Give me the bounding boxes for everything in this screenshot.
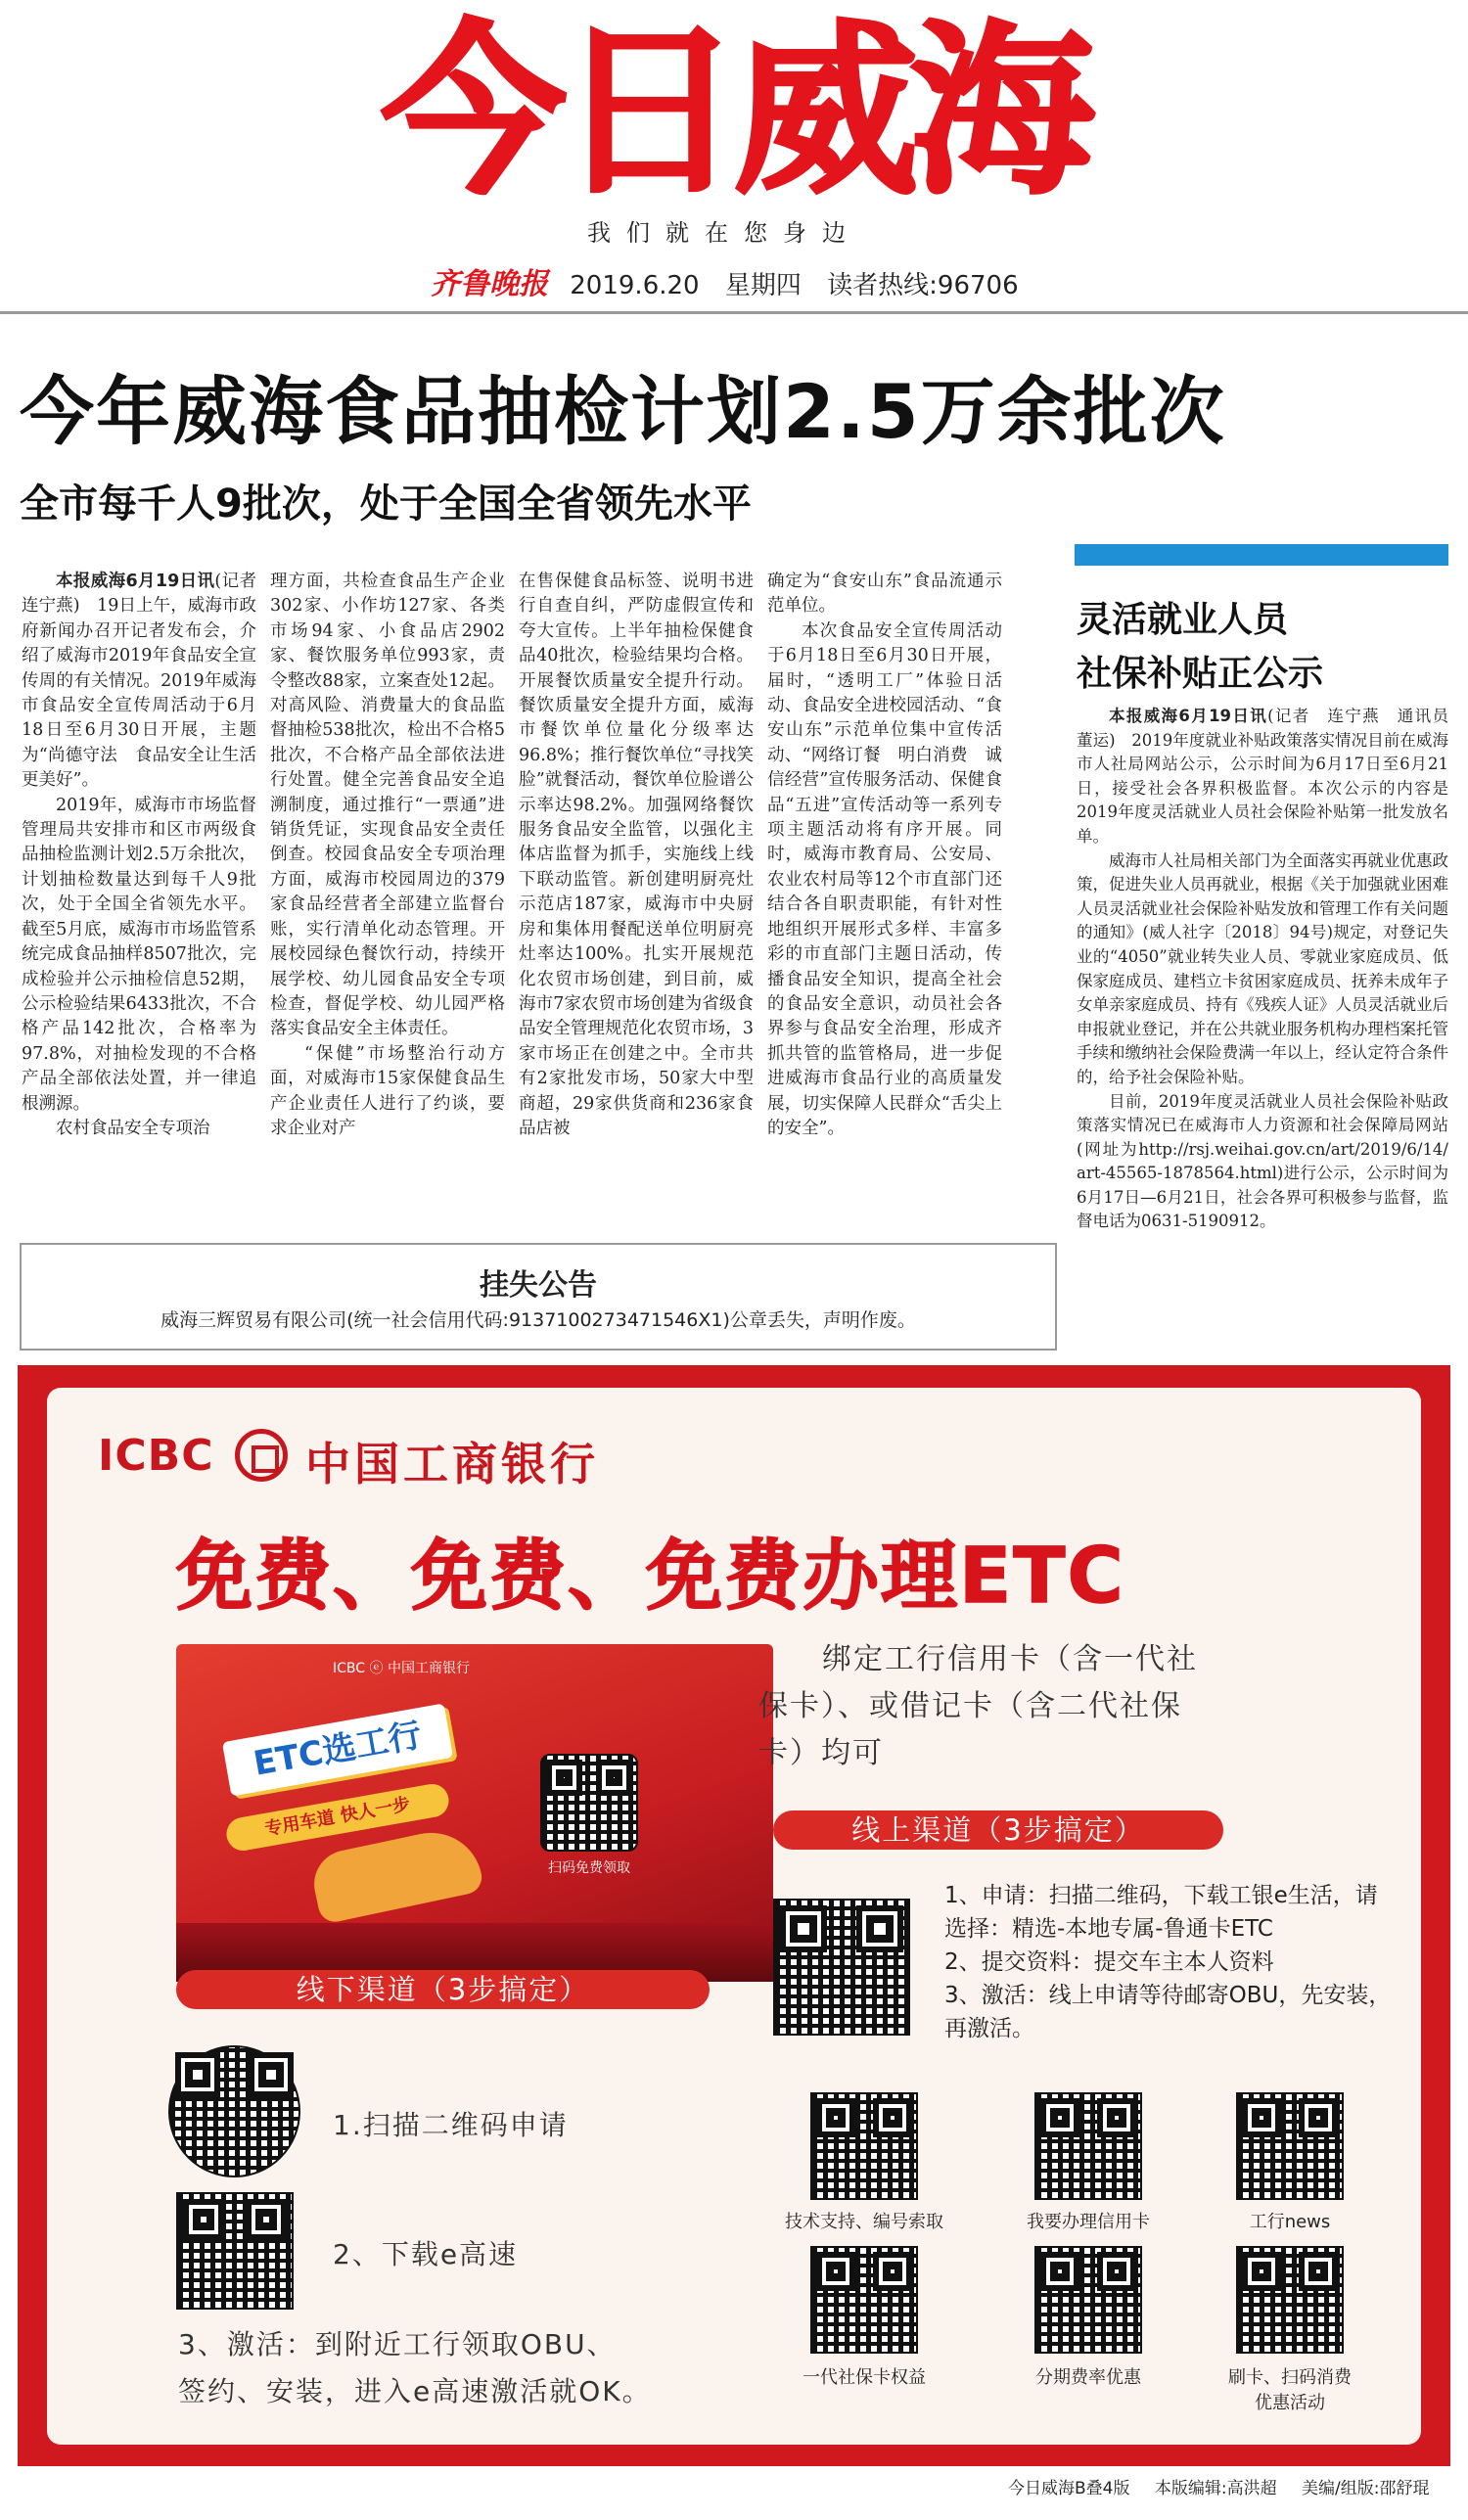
qr-label: 分期费率优惠 (1035, 2367, 1141, 2388)
qr-code-icon (1236, 2246, 1344, 2354)
issue-weekday: 星期四 (724, 271, 802, 300)
article-paragraph: “保健”市场整治行动方面，对威海市15家保健食品生产企业责任人进行了约谈，要求企业对产 (270, 1043, 505, 1138)
ad-bind-line: 卡）均可 (758, 1736, 884, 1770)
masthead-slogan: 我们就在您身边 (587, 219, 861, 247)
article-column-4 (767, 570, 1002, 1215)
qr-code-icon (810, 2092, 918, 2200)
article-lead: 本报威海6月19日讯 (56, 572, 215, 591)
offline-qr-code-icon (168, 2045, 300, 2177)
e-expressway-qr-code-icon (176, 2192, 294, 2310)
article-paragraph: 农村食品安全专项治 (56, 1118, 210, 1138)
qr-label: 一代社保卡权益 (803, 2367, 926, 2388)
article-column-2 (270, 570, 505, 1215)
sidebar-paragraph: (记者 连宁燕 通讯员 董运) 2019年度就业补贴政策落实情况目前在威海市人社局网站公示，公示时间为6月17日至6月21日，接受社会各界积极监督。本次公示的内容是2019年度灵活就业人员社会保险补贴第一批发放名单。 (1077, 707, 1465, 846)
qr-label: 刷卡、扫码消费 (1228, 2367, 1352, 2388)
offline-channel-pill: 线下渠道（3步搞定） (176, 1970, 710, 2009)
icbc-chinese-name: 中国工商银行 (305, 1438, 599, 1490)
online-step: 2、提交资料：提交车主本人资料 (944, 1949, 1274, 1975)
reader-hotline: 读者热线:96706 (827, 271, 1019, 300)
car-icon (308, 1823, 485, 1925)
article-paragraph: 2019年，威海市市场监督管理局共安排市和区市两级食品抽检监测计划2.5万余批次，计划抽检数量达到每千人9批次，处于全国全省领先水平。截至5月底，威海市市场监管系统完成食品抽样8507批次，完成检验并公示抽检信息52期，公示检验结果6433批次，不合格产品142批次，合格率为97.8%，对抽检发现的不合格产品全部依法处置，并一律追根溯源。 (22, 795, 256, 1114)
ad-bind-card-text (758, 1636, 1198, 1777)
online-step: 1、申请：扫描二维码，下载工银e生活，请选择：精选-本地专属-鲁通卡ETC (944, 1883, 1378, 1942)
offline-step-3 (178, 2321, 652, 2415)
page-footer (988, 2474, 1430, 2498)
article-paragraph: 本次食品安全宣传周活动于6月18日至6月30日开展，届时，“透明工厂”体验日活动、食品安全进校园活动、“食安山东”示范单位集中宣传活动、“网络订餐 明白消费 诚信经营”宣传服务活动、保健食品“五进”宣传活动等一系列专项主题活动将有序开展。同时，威海市教育局、公安局、农业农村局等12个市直部门还结合各自职责职能，有针对性地组织开展形式多样、丰富多彩的市直部门主题日活动，传播食品安全知识，提高全社会的食品安全意识，动员社会各界参与食品安全治理，形成齐抓共管的监管格局，进一步促进威海市食品行业的高质量发展，切实保障人民群众“舌尖上的安全”。 (767, 620, 1002, 1138)
offline-step-1: 1.扫描二维码申请 (333, 2109, 569, 2141)
qr-label: 技术支持、编号索取 (785, 2212, 943, 2232)
sidebar-lead: 本报威海6月19日讯 (1109, 707, 1268, 725)
sidebar-paragraph: 威海市人社局相关部门为全面落实再就业优惠政策，促进失业人员再就业，根据《关于加强就业困难人员灵活就业社会保险补贴发放和管理工作有关问题的通知》(威人社字〔2018〕94号)规定，对登记失业的“4050”就业转失业人员、零就业家庭成员、低保家庭成员、建档立卡贫困家庭成员、抚养未成年子女单亲家庭成员、持有《残疾人证》人员灵活就业后申报就业登记，并在公共就业服务机构办理档案托管手续和缴纳社会保险费满一年以上，经认定符合条件的，给予社会保险补贴。 (1077, 850, 1448, 1086)
sidebar-accent-bar (1075, 544, 1448, 566)
dateline (431, 259, 1036, 302)
offline-step-3-line: 签约、安装，进入e高速激活就OK。 (178, 2375, 652, 2407)
ad-headline: 免费、免费、免费办理ETC (176, 1533, 1125, 1621)
masthead-title: 今日威海 (382, 5, 1086, 219)
sidebar-title (1077, 593, 1448, 701)
icbc-wordmark: ICBC (98, 1431, 214, 1481)
banner-qr-code-icon (540, 1754, 638, 1852)
page-number: 今日威海B叠4版 (1008, 2479, 1130, 2498)
article-paragraph: 理方面，共检查食品生产企业302家、小作坊127家、各类市场94家、小食品店2902家、餐饮服务单位993家，责令整改88家，立案查处12起。对高风险、消费量大的食品监督抽检538批次，检出不合格5批次，不合格产品全部依法进行处置。健全完善食品安全追溯制度，通过推行“一票通”进销货凭证，实现食品安全责任倒查。校园食品安全专项治理方面，威海市校园周边的379家食品经营者全部建立监督台账，实行清单化动态管理。开展校园绿色餐饮行动，持续开展学校、幼儿园食品安全专项检查，督促学校、幼儿园严格落实食品安全主体责任。 (270, 572, 505, 1039)
article-column-3 (519, 570, 754, 1215)
qr-code-icon (1034, 2246, 1142, 2354)
issue-date: 2019.6.20 (570, 271, 700, 300)
qr-code-icon (810, 2246, 918, 2354)
online-channel-pill: 线上渠道（3步搞定） (773, 1810, 1223, 1850)
qr-label: 我要办理信用卡 (1027, 2212, 1150, 2232)
etc-promo-banner (176, 1644, 773, 1982)
ad-bind-line: 保卡）、或借记卡（含二代社保 (758, 1689, 1182, 1723)
article-headline: 今年威海食品抽检计划2.5万余批次 (20, 368, 1226, 455)
newspaper-brand: 齐鲁晚报 (431, 267, 548, 301)
page-editor: 本版编辑:高洪超 (1154, 2479, 1277, 2498)
qr-code-icon (1236, 2092, 1344, 2200)
article-subheadline: 全市每千人9批次，处于全国全省领先水平 (20, 481, 752, 527)
masthead-divider (0, 311, 1468, 314)
sidebar-body (1077, 705, 1465, 1331)
qr-label: 优惠活动 (1255, 2393, 1325, 2413)
icbc-logo-icon (235, 1429, 288, 1482)
sidebar-paragraph: 目前，2019年度灵活就业人员社会保险补贴政策落实情况已在威海市人力资源和社会保障局网站(网址为http://rsj.weihai.gov.cn/art/2019/6/14/art-45565-1878564.html)进行公示，公示时间为6月17日—6月21日，社会各界可积极参与监督，监督电话为0631-5190912。 (1077, 1091, 1448, 1231)
qr-label: 工行news (1249, 2212, 1331, 2232)
offline-step-3-line: 3、激活：到附近工行领取OBU、 (178, 2328, 617, 2360)
banner-brand: ICBC ⓔ 中国工商银行 (333, 1661, 470, 1676)
page-designer: 美编/组版:邵舒琨 (1302, 2479, 1430, 2498)
banner-slogan: ETC选工行 (222, 1703, 453, 1796)
online-step: 3、激活：线上申请等待邮寄OBU，先安装，再激活。 (944, 1983, 1392, 2041)
lost-notice-title: 挂失公告 (480, 1268, 597, 1303)
offline-step-2: 2、下载e高速 (333, 2238, 519, 2270)
ad-bind-line: 绑定工行信用卡（含一代社 (822, 1642, 1198, 1676)
article-column-1 (22, 570, 274, 1215)
online-qr-code-icon (773, 1899, 910, 2036)
qr-code-icon (1034, 2092, 1142, 2200)
article-paragraph: 确定为“食安山东”食品流通示范单位。 (767, 572, 1002, 617)
sidebar-title-line: 社保补贴正公示 (1077, 654, 1324, 694)
online-steps (944, 1879, 1395, 2045)
banner-scan-label: 扫码免费领取 (548, 1860, 630, 1876)
article-paragraph: 在售保健食品标签、说明书进行自查自纠，严防虚假宣传和夸大宣传。上半年抽检保健食品40批次，检验结果均合格。开展餐饮质量安全提升行动。餐饮质量安全提升方面，威海市餐饮单位量化分级率达96.8%；推行餐饮单位“寻找笑脸”就餐活动，餐饮单位脸谱公示率达98.2%。加强网络餐饮服务食品安全监管，以强化主体店监督为抓手，实施线上线下联动监管。新创建明厨亮灶示范店187家，威海市中央厨房和集体用餐配送单位明厨亮灶率达100%。扎实开展规范化农贸市场创建，到目前，威海市7家农贸市场创建为省级食品安全管理规范化农贸市场，3家市场正在创建之中。全市共有2家批发市场，50家大中型商超，29家供货商和236家食品店被 (519, 572, 754, 1138)
banner-tag: 专用车道 快人一步 (224, 1781, 451, 1853)
sidebar-title-line: 灵活就业人员 (1077, 600, 1289, 640)
article-paragraph: (记者 连宁燕) 19日上午，威海市政府新闻办召开记者发布会，介绍了威海市2019年食品安全宣传周的有关情况。2019年威海市食品安全宣传周活动于6月18日至6月30日开展，主题为“尚德守法 食品安全让生活更美好”。 (22, 572, 274, 791)
lost-notice-text: 威海三辉贸易有限公司(统一社会信用代码:9137100273471546X1)公章丢失，声明作废。 (161, 1309, 916, 1331)
